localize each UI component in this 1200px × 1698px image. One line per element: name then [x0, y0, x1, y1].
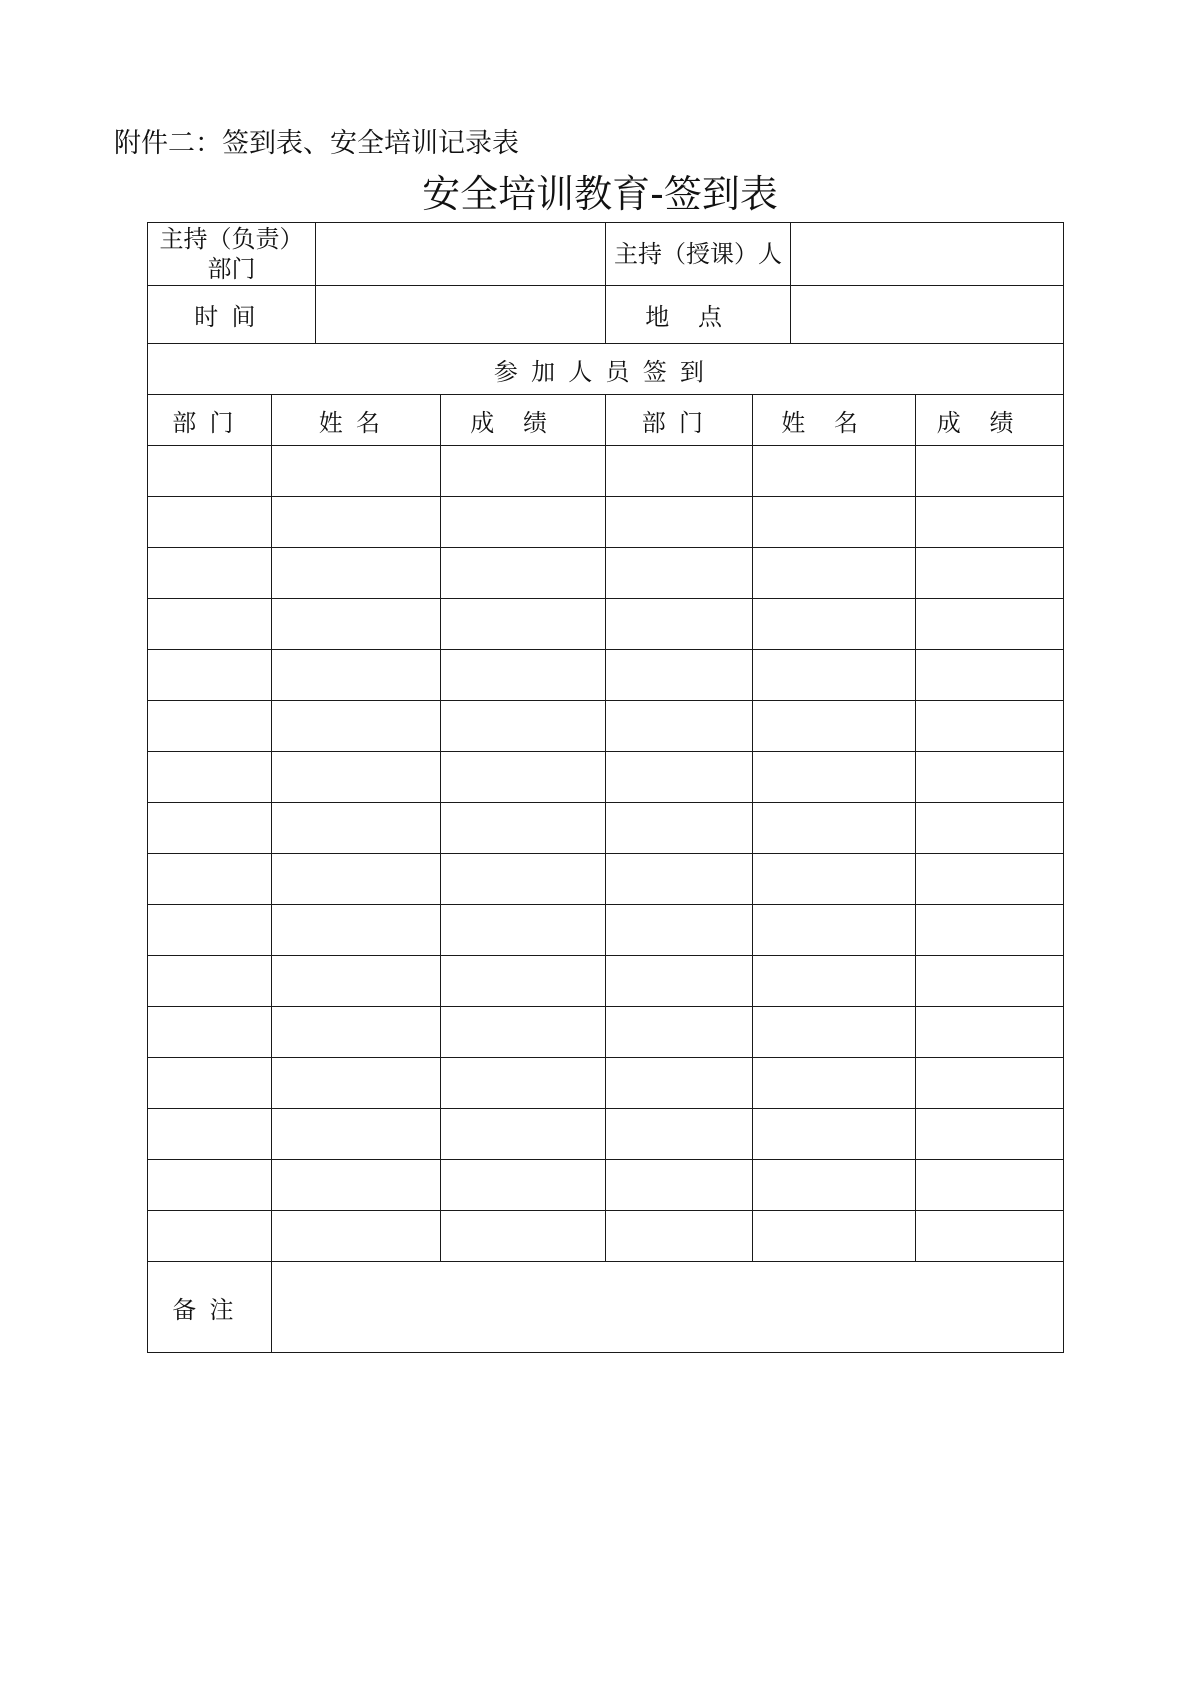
department-cell[interactable]: [148, 1160, 272, 1211]
name-cell[interactable]: [272, 1109, 441, 1160]
table-row: [148, 905, 1064, 956]
column-header: 成绩: [916, 395, 1064, 446]
remarks-label: 备注: [148, 1262, 272, 1353]
name-cell[interactable]: [753, 599, 916, 650]
score-cell[interactable]: [441, 497, 606, 548]
table-row: [148, 956, 1064, 1007]
host-department-field[interactable]: [316, 223, 606, 286]
department-cell[interactable]: [148, 650, 272, 701]
department-cell[interactable]: [606, 1160, 753, 1211]
department-cell[interactable]: [606, 803, 753, 854]
score-cell[interactable]: [916, 752, 1064, 803]
department-cell[interactable]: [606, 854, 753, 905]
name-cell[interactable]: [272, 1211, 441, 1262]
score-cell[interactable]: [441, 650, 606, 701]
department-cell[interactable]: [148, 956, 272, 1007]
score-cell[interactable]: [441, 1007, 606, 1058]
column-header-row: [148, 395, 1064, 446]
table-row: [148, 446, 1064, 497]
score-cell[interactable]: [441, 548, 606, 599]
name-cell[interactable]: [272, 956, 441, 1007]
table-row: [148, 599, 1064, 650]
score-cell[interactable]: [916, 701, 1064, 752]
section-label: 参加人员签到: [148, 344, 1064, 395]
department-cell[interactable]: [148, 497, 272, 548]
table-row: [148, 854, 1064, 905]
name-cell[interactable]: [753, 1109, 916, 1160]
name-cell[interactable]: [753, 548, 916, 599]
department-cell[interactable]: [606, 599, 753, 650]
score-cell[interactable]: [441, 599, 606, 650]
name-cell[interactable]: [272, 1160, 441, 1211]
name-cell[interactable]: [753, 854, 916, 905]
department-cell[interactable]: [606, 1211, 753, 1262]
score-cell[interactable]: [916, 803, 1064, 854]
department-cell[interactable]: [148, 446, 272, 497]
department-cell[interactable]: [606, 1007, 753, 1058]
score-cell[interactable]: [916, 497, 1064, 548]
department-cell[interactable]: [148, 548, 272, 599]
department-cell[interactable]: [148, 1058, 272, 1109]
table-row: [148, 1109, 1064, 1160]
score-cell[interactable]: [441, 446, 606, 497]
name-cell[interactable]: [272, 905, 441, 956]
name-cell[interactable]: [272, 548, 441, 599]
score-cell[interactable]: [441, 803, 606, 854]
name-cell[interactable]: [753, 701, 916, 752]
score-cell[interactable]: [441, 905, 606, 956]
name-cell[interactable]: [753, 905, 916, 956]
department-cell[interactable]: [606, 752, 753, 803]
location-field[interactable]: [791, 286, 1064, 344]
department-cell[interactable]: [606, 1058, 753, 1109]
department-cell[interactable]: [606, 905, 753, 956]
column-header: 姓名: [753, 395, 916, 446]
name-cell[interactable]: [753, 1007, 916, 1058]
score-cell[interactable]: [441, 1211, 606, 1262]
score-cell[interactable]: [441, 752, 606, 803]
department-cell[interactable]: [148, 803, 272, 854]
name-cell[interactable]: [753, 1160, 916, 1211]
department-cell[interactable]: [148, 854, 272, 905]
score-cell[interactable]: [441, 1058, 606, 1109]
name-cell[interactable]: [753, 1058, 916, 1109]
score-cell[interactable]: [441, 956, 606, 1007]
host-person-label: 主持（授课）人: [606, 223, 791, 286]
table-row: [148, 1007, 1064, 1058]
host-person-field[interactable]: [791, 223, 1064, 286]
attachment-heading: 附件二：签到表、安全培训记录表: [114, 128, 519, 159]
name-cell[interactable]: [753, 650, 916, 701]
name-cell[interactable]: [272, 446, 441, 497]
name-cell[interactable]: [272, 701, 441, 752]
department-cell[interactable]: [148, 599, 272, 650]
score-cell[interactable]: [916, 1160, 1064, 1211]
score-cell[interactable]: [441, 701, 606, 752]
name-cell[interactable]: [753, 956, 916, 1007]
department-cell[interactable]: [606, 548, 753, 599]
table-row: [148, 752, 1064, 803]
name-cell[interactable]: [272, 1007, 441, 1058]
name-cell[interactable]: [753, 497, 916, 548]
host-department-label: 主持（负责）部门: [148, 223, 316, 286]
score-cell[interactable]: [916, 1058, 1064, 1109]
location-label: 地点: [606, 286, 791, 344]
name-cell[interactable]: [272, 854, 441, 905]
score-cell[interactable]: [441, 854, 606, 905]
department-cell[interactable]: [148, 1007, 272, 1058]
name-cell[interactable]: [753, 1211, 916, 1262]
remarks-row: [148, 1262, 1064, 1353]
name-cell[interactable]: [272, 497, 441, 548]
table-row: [148, 803, 1064, 854]
name-cell[interactable]: [753, 752, 916, 803]
department-cell[interactable]: [606, 956, 753, 1007]
form-title: 安全培训教育-签到表: [422, 172, 778, 216]
department-cell[interactable]: [606, 446, 753, 497]
time-field[interactable]: [316, 286, 606, 344]
department-cell[interactable]: [606, 701, 753, 752]
column-header: 部门: [606, 395, 753, 446]
section-row: [148, 344, 1064, 395]
time-location-row: [148, 286, 1064, 344]
score-cell[interactable]: [916, 905, 1064, 956]
department-cell[interactable]: [148, 701, 272, 752]
table-row: [148, 497, 1064, 548]
score-cell[interactable]: [916, 1109, 1064, 1160]
name-cell[interactable]: [272, 752, 441, 803]
department-cell[interactable]: [148, 1211, 272, 1262]
host-row: [148, 223, 1064, 286]
column-header: 成绩: [441, 395, 606, 446]
score-cell[interactable]: [916, 1211, 1064, 1262]
table-row: [148, 701, 1064, 752]
name-cell[interactable]: [272, 599, 441, 650]
name-cell[interactable]: [753, 803, 916, 854]
score-cell[interactable]: [916, 446, 1064, 497]
department-cell[interactable]: [606, 1109, 753, 1160]
table-row: [148, 1160, 1064, 1211]
score-cell[interactable]: [441, 1109, 606, 1160]
score-cell[interactable]: [916, 1007, 1064, 1058]
column-header: 部门: [148, 395, 272, 446]
name-cell[interactable]: [272, 1058, 441, 1109]
name-cell[interactable]: [272, 650, 441, 701]
sign-in-table: [147, 222, 1064, 1353]
score-cell[interactable]: [916, 854, 1064, 905]
score-cell[interactable]: [916, 599, 1064, 650]
name-cell[interactable]: [272, 803, 441, 854]
remarks-field[interactable]: [272, 1262, 1064, 1353]
score-cell[interactable]: [916, 956, 1064, 1007]
score-cell[interactable]: [441, 1160, 606, 1211]
score-cell[interactable]: [916, 650, 1064, 701]
table-row: [148, 1211, 1064, 1262]
table-row: [148, 548, 1064, 599]
department-cell[interactable]: [148, 1109, 272, 1160]
time-label: 时间: [148, 286, 316, 344]
department-cell[interactable]: [148, 905, 272, 956]
department-cell[interactable]: [606, 650, 753, 701]
column-header: 姓名: [272, 395, 441, 446]
name-cell[interactable]: [753, 446, 916, 497]
table-row: [148, 1058, 1064, 1109]
department-cell[interactable]: [606, 497, 753, 548]
table-row: [148, 650, 1064, 701]
department-cell[interactable]: [148, 752, 272, 803]
score-cell[interactable]: [916, 548, 1064, 599]
